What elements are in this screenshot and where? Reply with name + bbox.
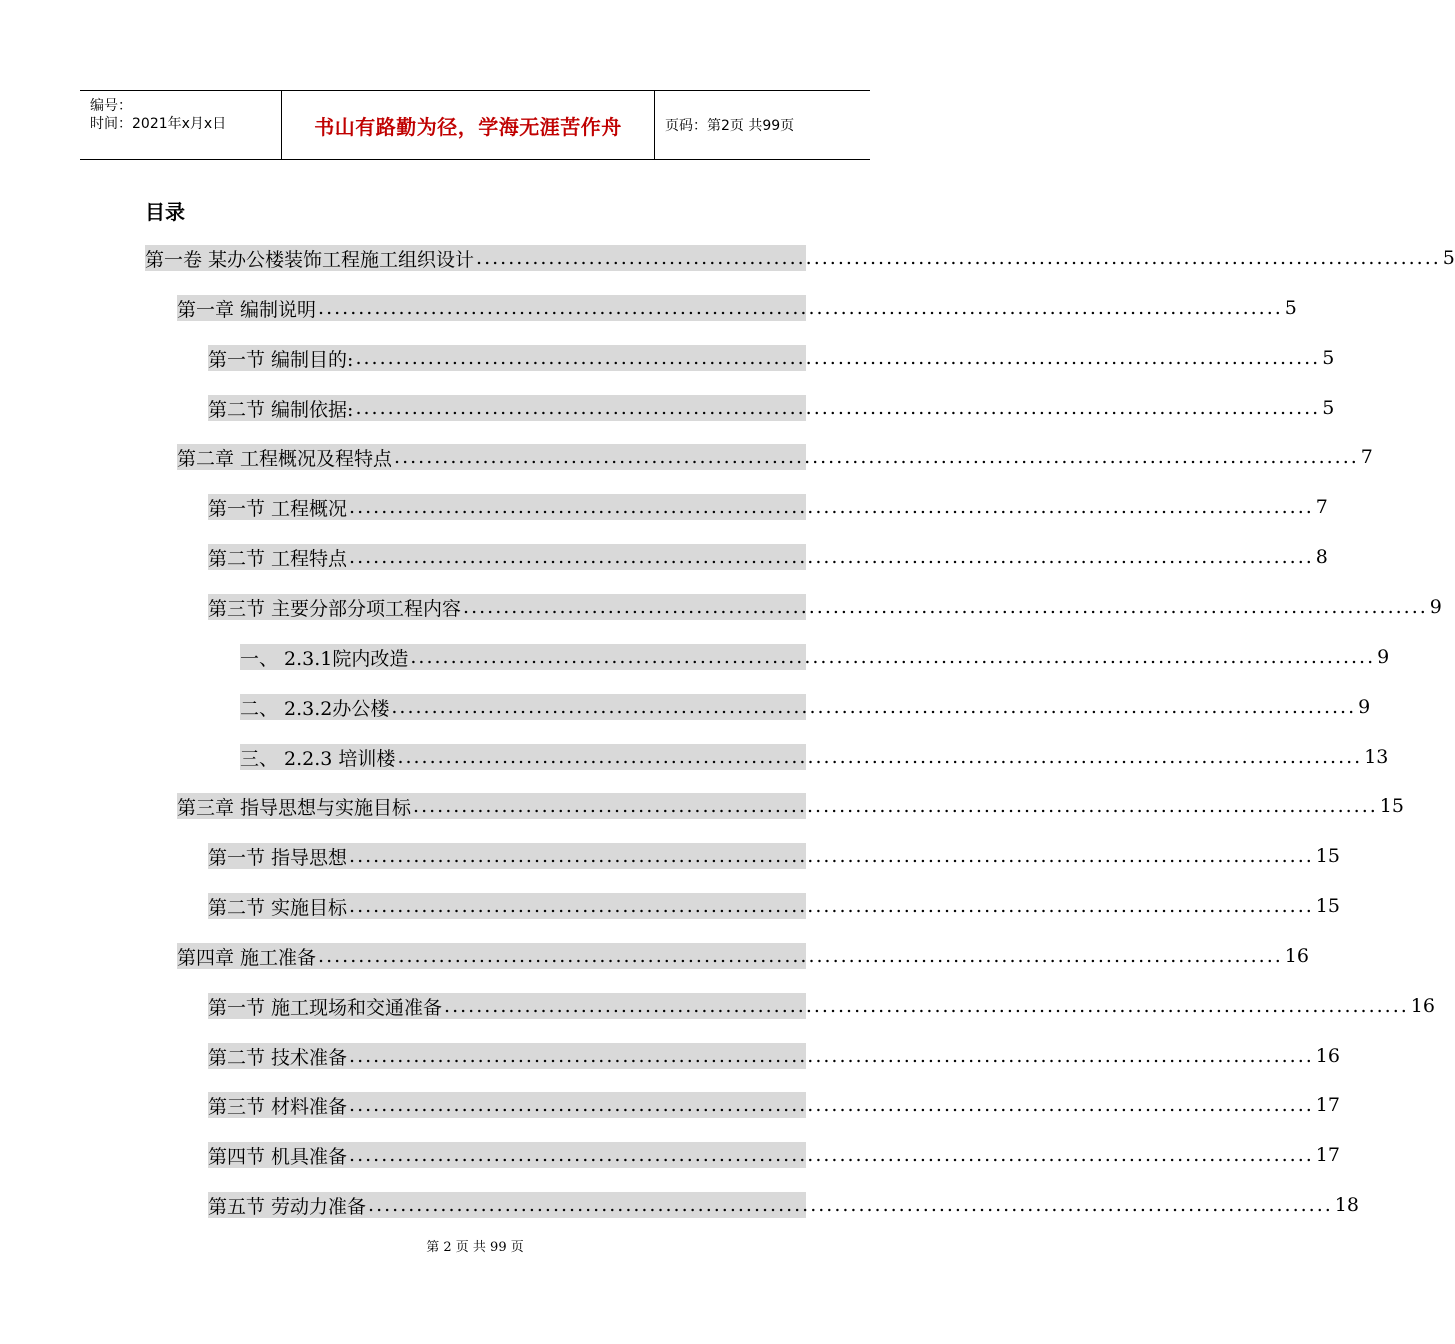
toc-leader-dots: ........................................................................................................................: [394, 446, 1359, 468]
toc-entry-page: 17: [1315, 1094, 1340, 1116]
toc-entry[interactable]: [240, 644, 1390, 670]
toc-entry[interactable]: [177, 295, 1297, 321]
toc-entry-page: 5: [1284, 297, 1297, 319]
toc-entry[interactable]: [177, 793, 1404, 819]
toc-entry[interactable]: [208, 594, 1442, 620]
toc-leader-dots: ........................................................................................................................: [349, 546, 1314, 568]
toc-entry-page: 5: [1322, 397, 1335, 419]
toc-leader-dots: ........................................................................................................................: [391, 696, 1357, 718]
document-number-label: 编号：: [90, 98, 132, 114]
toc-entry-label: 第一章 编制说明: [177, 298, 317, 321]
toc-entry-page: 7: [1360, 446, 1373, 468]
toc-entry-label: 第二节 编制依据:: [208, 398, 354, 421]
toc-entry[interactable]: [177, 943, 1309, 969]
toc-entry-page: 5: [1322, 347, 1335, 369]
toc-entry[interactable]: [240, 744, 1389, 770]
toc-entry-page: 15: [1315, 845, 1340, 867]
toc-title: 目录: [145, 200, 185, 224]
toc-entry[interactable]: [208, 1043, 1340, 1069]
toc-entry-page: 5: [1442, 247, 1455, 269]
toc-entry-label: 第二节 技术准备: [208, 1046, 348, 1069]
page-footer: 第 2 页 共 99 页: [426, 1240, 524, 1255]
toc-entry-page: 16: [1284, 945, 1309, 967]
toc-entry[interactable]: [177, 444, 1373, 470]
toc-entry-page: 16: [1410, 995, 1435, 1017]
toc-leader-dots: ........................................................................................................................: [318, 297, 1283, 319]
toc-entry-page: 13: [1364, 746, 1389, 768]
toc-entry-label: 第四章 施工准备: [177, 946, 317, 969]
toc-entry-label: 第二章 工程概况及程特点: [177, 447, 393, 470]
toc-entry-page: 17: [1315, 1144, 1340, 1166]
toc-entry[interactable]: [208, 843, 1340, 869]
toc-leader-dots: ........................................................................................................................: [355, 397, 1321, 419]
toc-entry-label: 一、 2.3.1院内改造: [240, 647, 409, 670]
toc-entry-label: 第三节 主要分部分项工程内容: [208, 597, 462, 620]
toc-entry-label: 第二节 工程特点: [208, 547, 348, 570]
toc-entry[interactable]: [208, 1192, 1359, 1218]
toc-entry[interactable]: [208, 544, 1328, 570]
toc-entry-label: 第一节 工程概况: [208, 497, 348, 520]
header-meta: [80, 91, 280, 159]
toc-entry-label: 二、 2.3.2办公楼: [240, 697, 390, 720]
toc-entry[interactable]: [208, 494, 1328, 520]
toc-entry-page: 15: [1379, 795, 1404, 817]
toc-entry[interactable]: [208, 1092, 1340, 1118]
toc-leader-dots: ........................................................................................................................: [349, 1045, 1314, 1067]
toc-entry-page: 9: [1377, 646, 1390, 668]
toc-leader-dots: ........................................................................................................................: [397, 746, 1363, 768]
toc-entry-label: 第三节 材料准备: [208, 1095, 348, 1118]
toc-entry[interactable]: [208, 893, 1340, 919]
header-page-info: 页码：第2页 共99页: [665, 118, 795, 134]
toc-entry-page: 15: [1315, 895, 1340, 917]
toc-entry-label: 第一节 施工现场和交通准备: [208, 996, 443, 1019]
toc-leader-dots: ........................................................................................................................: [349, 1094, 1314, 1116]
toc-entry[interactable]: [208, 395, 1335, 421]
toc-entry-label: 第五节 劳动力准备: [208, 1195, 367, 1218]
toc-entry-page: 9: [1358, 696, 1371, 718]
toc-leader-dots: ........................................................................................................................: [368, 1194, 1333, 1216]
toc-entry-page: 9: [1429, 596, 1442, 618]
toc-leader-dots: ........................................................................................................................: [349, 1144, 1314, 1166]
toc-entry-page: 18: [1334, 1194, 1359, 1216]
toc-entry-label: 第一卷 某办公楼装饰工程施工组织设计: [145, 248, 475, 271]
toc-entry-label: 第三章 指导思想与实施目标: [177, 796, 412, 819]
toc-leader-dots: ........................................................................................................................: [349, 895, 1314, 917]
toc-entry-label: 第一节 指导思想: [208, 846, 348, 869]
toc-leader-dots: ........................................................................................................................: [349, 496, 1314, 518]
toc-leader-dots: ........................................................................................................................: [413, 795, 1378, 817]
toc-entry-label: 三、 2.2.3 培训楼: [240, 747, 396, 770]
toc-leader-dots: ........................................................................................................................: [444, 995, 1409, 1017]
document-time-label: 时间：2021年x月x日: [90, 116, 227, 132]
toc-entry[interactable]: [208, 1142, 1340, 1168]
toc-leader-dots: ........................................................................................................................: [349, 845, 1314, 867]
page-header: [80, 90, 870, 160]
toc-entry-page: 8: [1315, 546, 1328, 568]
toc-leader-dots: ........................................................................................................................: [355, 347, 1321, 369]
toc-leader-dots: ........................................................................................................................: [463, 596, 1428, 618]
toc-leader-dots: ........................................................................................................................: [318, 945, 1283, 967]
toc-entry[interactable]: [240, 694, 1371, 720]
toc-leader-dots: ........................................................................................................................: [410, 646, 1376, 668]
toc-leader-dots: ........................................................................................................................: [476, 247, 1441, 269]
toc-entry-page: 7: [1315, 496, 1328, 518]
toc-entry-page: 16: [1315, 1045, 1340, 1067]
toc-entry[interactable]: [208, 345, 1335, 371]
toc-entry-label: 第二节 实施目标: [208, 896, 348, 919]
toc-entry-label: 第四节 机具准备: [208, 1145, 348, 1168]
header-motto: 书山有路勤为径，学海无涯苦作舟: [281, 91, 655, 159]
toc-entry[interactable]: [145, 245, 1455, 271]
toc-entry-label: 第一节 编制目的:: [208, 348, 354, 371]
toc-entry[interactable]: [208, 993, 1435, 1019]
